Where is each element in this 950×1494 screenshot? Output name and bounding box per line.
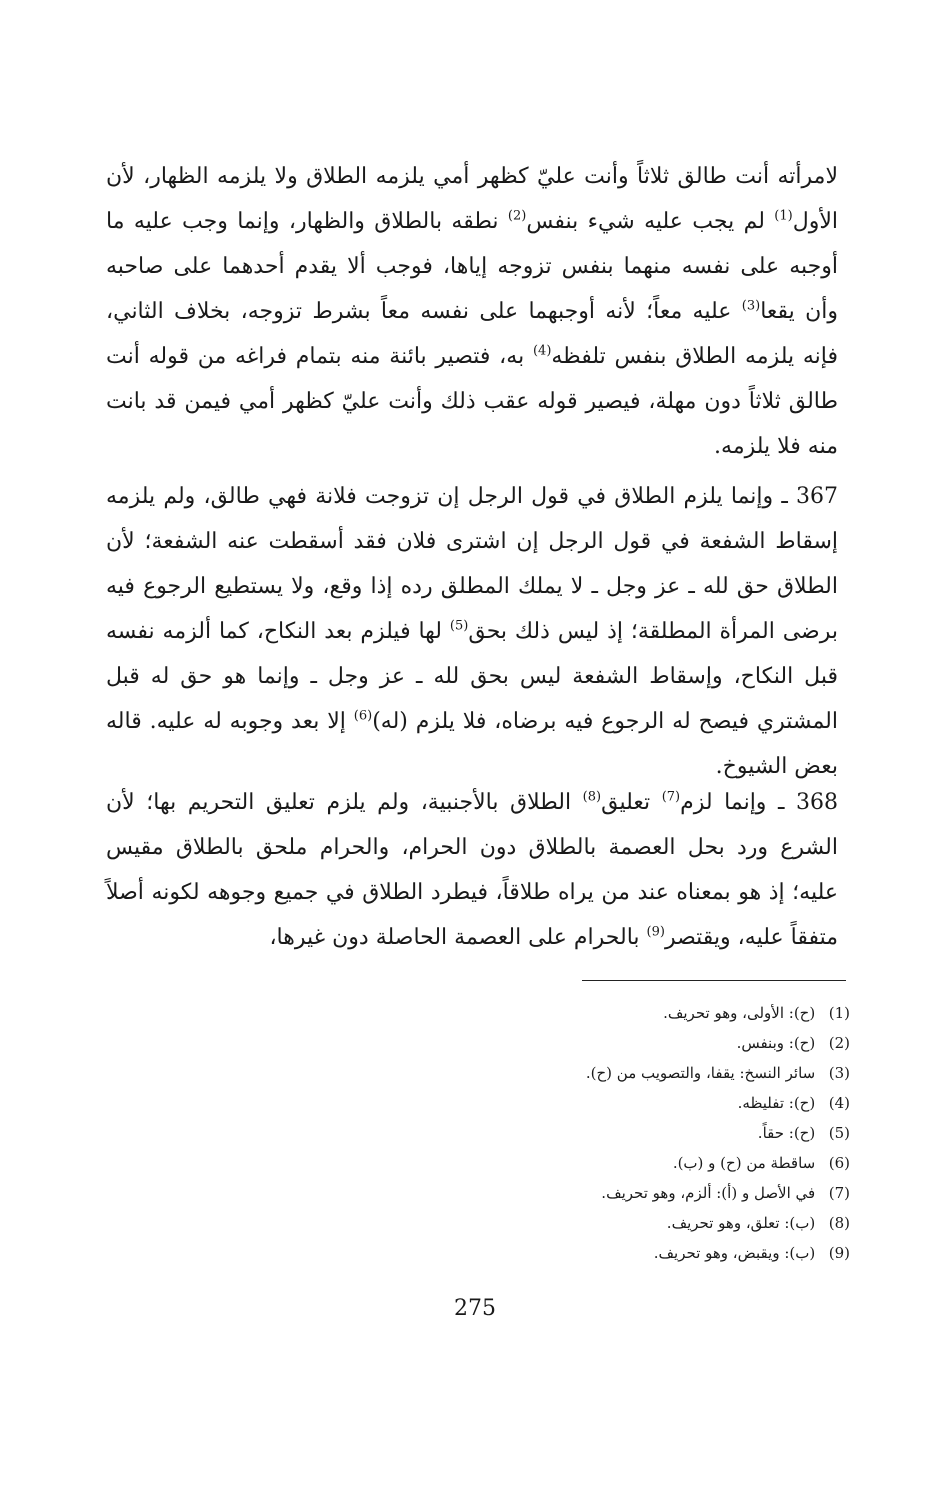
footnote-1	[420, 998, 850, 1028]
footnote-number: (7)	[828, 1184, 850, 1202]
paragraph-367	[106, 474, 838, 789]
paragraph-text: لها فيلزم بعد النكاح، كما ألزمه نفسه قبل النكاح، وإسقاط الشفعة ليس بحق لله ـ عز وجل ـ وإنما هو حق له قبل المشتري فيصح له الرجوع فيه برضاه، فلا يلزم (له)	[106, 619, 839, 734]
footnote-separator	[582, 980, 846, 981]
footnote-5	[420, 1118, 850, 1148]
footnote-number: (8)	[828, 1214, 850, 1232]
page-number: 275	[454, 1296, 496, 1321]
paragraph-text: عليه معاً؛ لأنه أوجبهما على نفسه معاً بشرط تزوجه، بخلاف الثاني، فإنه يلزمه الطلاق بنفس تلفظه	[106, 299, 838, 369]
paragraph-text: لم يجب عليه شيء بنفس	[526, 209, 775, 234]
paragraph-text: بالحرام على العصمة الحاصلة دون غيرها،	[269, 925, 647, 950]
footnote-3	[420, 1058, 850, 1088]
footnote-number: (9)	[828, 1244, 850, 1262]
footnote-number: (6)	[828, 1154, 850, 1172]
footnote-text: في الأصل و (أ): ألزم، وهو تحريف.	[601, 1184, 816, 1202]
footnote-number: (5)	[828, 1124, 850, 1142]
footnote-text: (ح): تفليظه.	[737, 1094, 816, 1112]
footnote-2	[420, 1028, 850, 1058]
footnote-marker: (6)	[353, 708, 373, 724]
footnote-9	[420, 1238, 850, 1268]
footnote-number: (3)	[828, 1064, 850, 1082]
paragraph-368	[106, 780, 838, 960]
footnote-text: (ح): حقاً.	[757, 1124, 816, 1142]
footnote-text: ساقطة من (ح) و (ب).	[672, 1154, 816, 1172]
paragraph-text: إلا بعد وجوبه له عليه. قاله بعض الشيوخ.	[106, 709, 838, 779]
paragraph-number: 367 ـ	[773, 484, 838, 509]
footnote-text: (ب): ويقبض، وهو تحريف.	[653, 1244, 816, 1262]
paragraph-continuation	[106, 154, 838, 469]
footnote-7	[420, 1178, 850, 1208]
paragraph-text: لامرأته أنت طالق ثلاثاً وأنت عليّ كظهر أمي يلزمه الطلاق ولا يلزمه الظهار، لأن الأول	[106, 164, 838, 234]
footnote-marker: (5)	[449, 618, 469, 634]
paragraph-text: وإنما لزم	[680, 790, 767, 815]
footnote-text: (ح): وبنفس.	[736, 1034, 816, 1052]
footnote-text: (ح): الأولى، وهو تحريف.	[663, 1004, 816, 1022]
paragraph-text: نطقه بالطلاق والظهار، وإنما وجب عليه ما أوجبه على نفسه منهما بنفس تزوجه إياها، فوجب ألا يقدم أحدهما على صاحبه وأن يقعا	[106, 209, 838, 324]
footnote-marker: (9)	[646, 924, 665, 940]
footnote-marker: (4)	[532, 343, 552, 359]
footnote-marker: (8)	[582, 789, 602, 805]
footnote-number: (1)	[828, 1004, 850, 1022]
footnote-4	[420, 1088, 850, 1118]
paragraph-text: الطلاق بالأجنبية، ولم يلزم تعليق التحريم بها؛ لأن الشرع ورد بحل العصمة بالطلاق دون الحرام، والحرام ملحق بالطلاق مقيس عليه؛ إذ هو بمعناه عند من يراه طلاقاً، فيطرد الطلاق في جميع وجوهه لكونه أصلاً متفقاً عليه، ويقتصر	[106, 790, 838, 950]
footnote-text: سائر النسخ: يقفا، والتصويب من (ح).	[585, 1064, 816, 1082]
footnote-marker: (1)	[774, 208, 793, 224]
footnote-marker: (2)	[507, 208, 527, 224]
footnote-8	[420, 1208, 850, 1238]
footnote-number: (2)	[828, 1034, 850, 1052]
paragraph-text: وإنما يلزم الطلاق في قول الرجل إن تزوجت فلانة فهي طالق، ولم يلزمه إسقاط الشفعة في قول الرجل إن اشترى فلان فقد أسقطت عنه الشفعة؛ لأن الطلاق حق لله ـ عز وجل ـ لا يملك المطلق رده إذا وقع، ولا يستطيع الرجوع فيه برضى المرأة المطلقة؛ إذ ليس ذلك بحق	[106, 484, 839, 644]
paragraph-text: به، فتصير بائنة منه بتمام فراغه من قوله أنت طالق ثلاثاً دون مهلة، فيصير قوله عقب ذلك وأنت عليّ كظهر أمي فيمن قد بانت منه فلا يلزمه.	[106, 344, 838, 459]
paragraph-text: تعليق	[601, 790, 662, 815]
footnote-marker: (7)	[661, 789, 681, 805]
footnote-marker: (3)	[741, 298, 761, 314]
footnote-number: (4)	[828, 1094, 850, 1112]
paragraph-number: 368 ـ	[766, 790, 838, 815]
footnote-6	[420, 1148, 850, 1178]
footnote-text: (ب): تعلق، وهو تحريف.	[666, 1214, 816, 1232]
footnotes-list	[420, 998, 850, 1268]
